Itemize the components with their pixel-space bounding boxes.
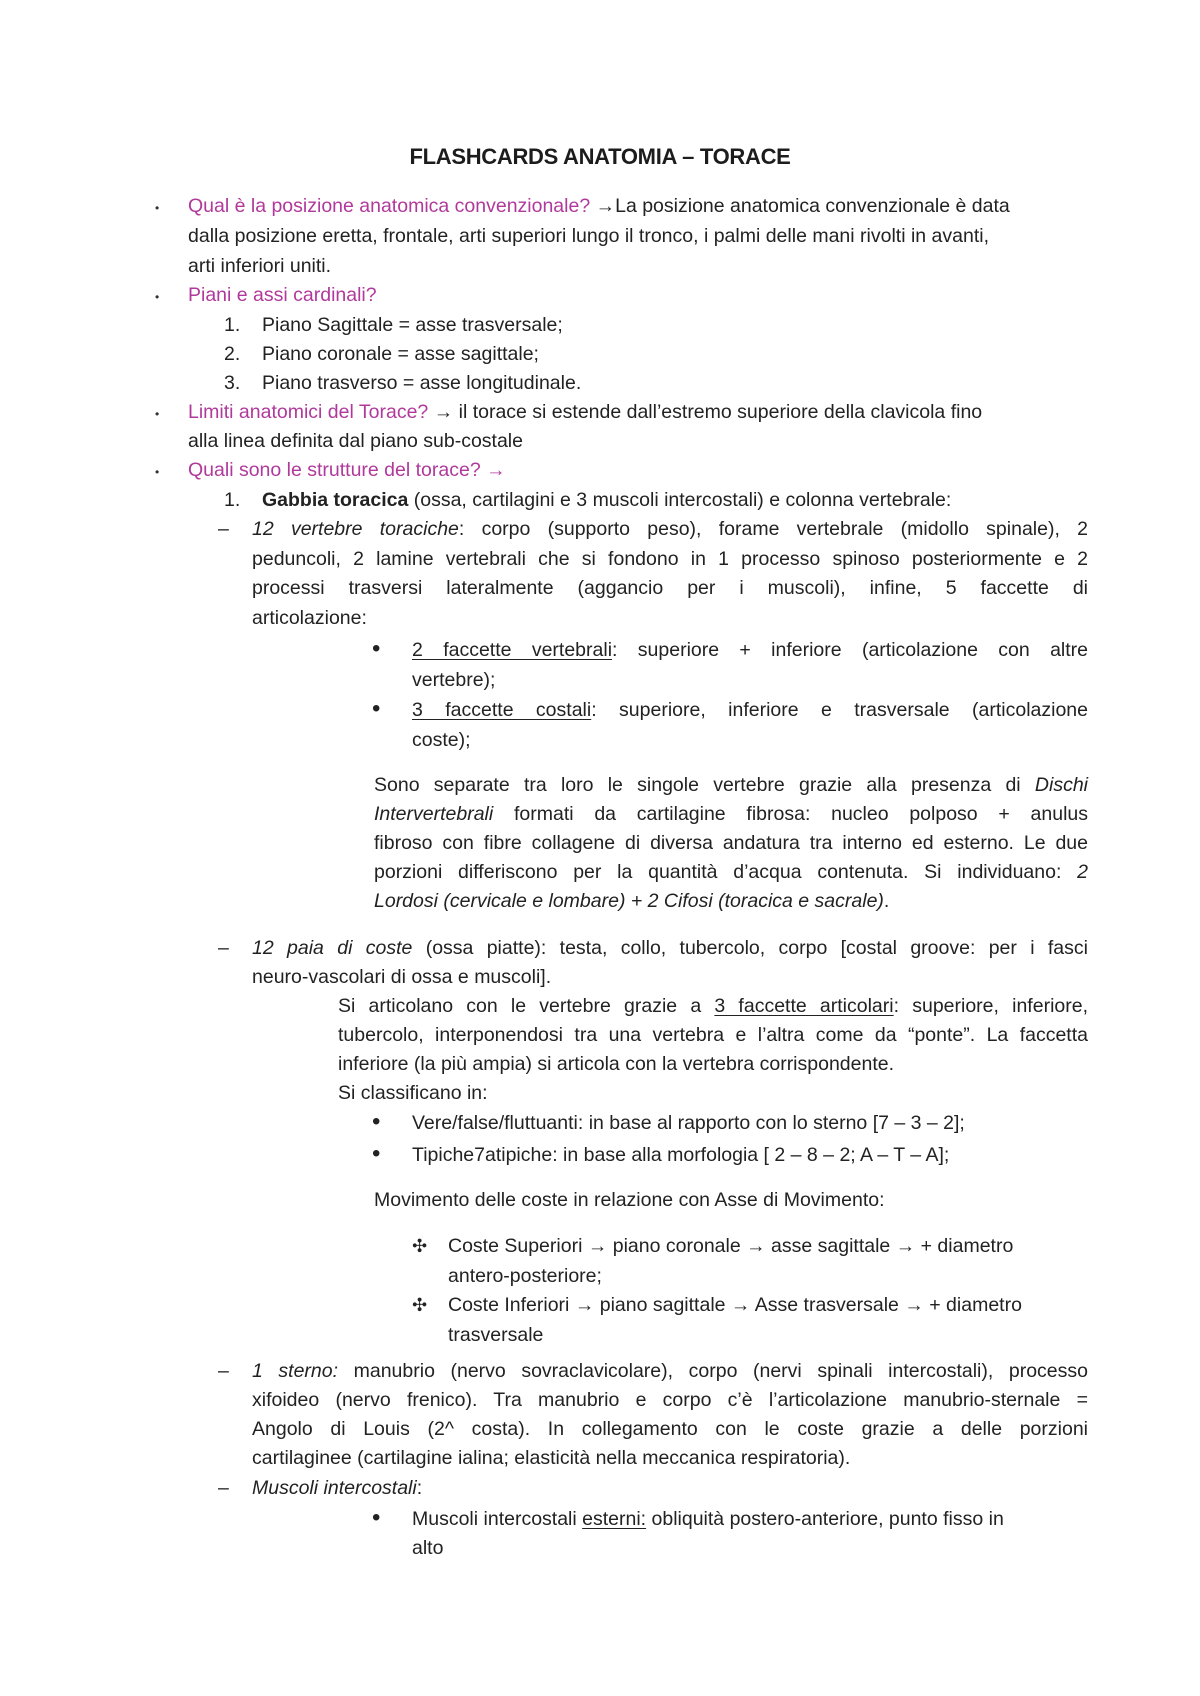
list-item: Piano trasverso = asse longitudinale.: [262, 372, 582, 394]
arrow-icon: →: [574, 1294, 595, 1316]
sterno-line-1: [252, 1359, 1088, 1383]
bullet-marker: •: [155, 290, 160, 304]
vertebre-label: 12 vertebre toraciche: [252, 518, 459, 540]
question-2: Piani e assi cardinali?: [188, 284, 377, 306]
gabbia-toracica-text: (ossa, cartilagini e 3 muscoli intercostali) e colonna vertebrale:: [408, 489, 952, 511]
dischi-line-2: [374, 802, 1088, 826]
list-number: 2.: [224, 343, 241, 365]
muscoli-esterni-line-2: alto: [412, 1537, 444, 1559]
bullet-marker: •: [372, 635, 381, 662]
arrow-icon: →: [433, 401, 454, 423]
vertebre-text: : corpo (supporto peso), forame vertebrale (midollo spinale), 2: [458, 518, 1089, 540]
question-3: Limiti anatomici del Torace?: [188, 401, 429, 423]
intervertebrali-label: Intervertebrali: [374, 803, 494, 825]
esterni-label: esterni:: [582, 1508, 647, 1530]
movimento-text: Coste Superiori: [448, 1235, 583, 1257]
coste-line-1: [252, 936, 1088, 960]
page-title: FLASHCARDS ANATOMIA – TORACE: [409, 144, 791, 169]
answer-1-line-3: arti inferiori uniti.: [188, 255, 332, 277]
curve-text: Lordosi (cervicale e lombare) + 2 Cifosi (toracica e sacrale): [374, 890, 884, 912]
movimento-text: Coste Inferiori: [448, 1294, 570, 1316]
movimento-text: piano sagittale: [599, 1294, 726, 1316]
dash-marker: –: [218, 518, 229, 540]
movimento-item-2: [448, 1293, 1088, 1317]
coste-artic-line-2: tubercolo, interponendosi tra una vertebra e l’altra come da “ponte”. La faccetta: [338, 1024, 1088, 1046]
dischi-text: formati da cartilagine fibrosa: nucleo polposo + anulus: [493, 803, 1088, 825]
question-1: Qual è la posizione anatomica convenzionale?: [188, 195, 591, 217]
sterno-line-4: cartilaginee (cartilagine ialina; elasticità nella meccanica respiratoria).: [252, 1447, 851, 1469]
diamond-bullet-icon: ✣: [412, 1295, 428, 1315]
faccette-vertebrali-label: 2 faccette vertebrali: [412, 639, 613, 661]
vertebre-line-4: articolazione:: [252, 607, 367, 629]
faccette-costali-line-1: [412, 698, 1088, 722]
dischi-label: Dischi: [1034, 774, 1088, 796]
bullet-marker: •: [372, 1140, 381, 1167]
coste-classify-title: Si classificano in:: [338, 1082, 488, 1104]
coste-artic-text: : superiore, inferiore,: [893, 995, 1089, 1017]
list-number: 3.: [224, 372, 241, 394]
arrow-icon: →: [486, 459, 506, 481]
movimento-item-1-line-2: antero-posteriore;: [448, 1265, 602, 1287]
faccette-costali-text: : superiore, inferiore e trasversale (articolazione: [591, 699, 1088, 721]
curve-count: 2: [1077, 861, 1088, 883]
bullet-marker: •: [155, 465, 160, 479]
coste-line-2: neuro-vascolari di ossa e muscoli].: [252, 966, 552, 988]
answer-1-line-2: dalla posizione eretta, frontale, arti superiori lungo il tronco, i palmi delle mani rivolti in avanti,: [188, 225, 989, 247]
sterno-line-2: xifoideo (nervo frenico). Tra manubrio e corpo c’è l’articolazione manubrio-sternale =: [252, 1389, 1088, 1411]
faccette-articolari-label: 3 faccette articolari: [714, 995, 894, 1017]
question-3-line-1: [188, 400, 982, 424]
movimento-text: + diametro: [920, 1235, 1014, 1257]
muscoli-line: [252, 1476, 422, 1500]
question-1-line-1: [188, 194, 1010, 218]
answer-1-line-1: La posizione anatomica convenzionale è data: [615, 195, 1010, 217]
faccette-costali-label: 3 faccette costali: [412, 699, 592, 721]
question-4: Quali sono le strutture del torace?: [188, 459, 481, 481]
dash-marker: –: [218, 937, 229, 959]
list-item: Piano coronale = asse sagittale;: [262, 343, 539, 365]
arrow-icon: →: [730, 1294, 751, 1316]
bullet-marker: •: [155, 407, 160, 421]
period: .: [883, 890, 890, 912]
dischi-line-5: [374, 889, 889, 913]
muscoli-esterni-line-1: [412, 1507, 1004, 1531]
question-4-line: [188, 458, 506, 482]
arrow-icon: →: [895, 1235, 916, 1257]
colon: :: [416, 1477, 423, 1499]
movimento-text: Asse trasversale: [754, 1294, 899, 1316]
list-item-gabbia: [262, 488, 951, 512]
bullet-marker: •: [372, 1108, 381, 1135]
coste-label: 12 paia di coste: [252, 937, 413, 959]
dash-marker: –: [218, 1477, 229, 1499]
dischi-text: Sono separate tra loro le singole vertebre grazie alla presenza di: [374, 774, 1035, 796]
dischi-text: porzioni differiscono per la quantità d’acqua contenuta. Si individuano:: [374, 861, 1078, 883]
sterno-line-3: Angolo di Louis (2^ costa). In collegamento con le coste grazie a delle porzioni: [252, 1418, 1088, 1440]
bullet-marker: •: [155, 201, 160, 215]
coste-artic-line-1: [338, 994, 1088, 1018]
dash-marker: –: [218, 1360, 229, 1382]
list-item: Piano Sagittale = asse trasversale;: [262, 314, 563, 336]
bullet-marker: •: [372, 695, 381, 722]
movimento-text: asse sagittale: [771, 1235, 891, 1257]
faccette-vertebrali-line-2: vertebre);: [412, 669, 496, 691]
vertebre-line-2: peduncoli, 2 lamine vertebrali che si fondono in 1 processo spinoso posteriormente e 2: [252, 548, 1088, 570]
dischi-line-4: [374, 860, 1088, 884]
faccette-vertebrali-line-1: [412, 638, 1088, 662]
classify-item: Tipiche7atipiche: in base alla morfologia [ 2 – 8 – 2; A – T – A];: [412, 1144, 950, 1166]
movimento-item-1: [448, 1234, 1088, 1258]
bullet-marker: •: [372, 1504, 381, 1531]
classify-item: Vere/false/fluttuanti: in base al rapporto con lo sterno [7 – 3 – 2];: [412, 1112, 965, 1134]
movimento-text: + diametro: [929, 1294, 1022, 1316]
movimento-item-2-line-2: trasversale: [448, 1324, 544, 1346]
vertebre-line-3: processi trasversi lateralmente (aggancio per i muscoli), infine, 5 faccette di: [252, 577, 1088, 599]
arrow-icon: →: [587, 1235, 608, 1257]
dischi-line-1: [374, 773, 1088, 797]
answer-3-line-1: il torace si estende dall’estremo superiore della clavicola fino: [458, 401, 983, 423]
sterno-label: 1 sterno:: [252, 1360, 339, 1382]
muscoli-text: obliquità postero-anteriore, punto fisso in: [646, 1508, 1004, 1530]
movimento-text: piano coronale: [612, 1235, 741, 1257]
coste-artic-line-3: inferiore (la più ampia) si articola con la vertebra corrispondente.: [338, 1053, 895, 1075]
coste-text: (ossa piatte): testa, collo, tubercolo, corpo [costal groove: per i fasci: [412, 937, 1088, 959]
faccette-vertebrali-text: : superiore + inferiore (articolazione con altre: [612, 639, 1088, 661]
dischi-line-3: fibroso con fibre collagene di diversa andatura tra interno ed esterno. Le due: [374, 832, 1088, 854]
list-number: 1.: [224, 314, 241, 336]
arrow-icon: →: [904, 1294, 924, 1316]
movimento-title: Movimento delle coste in relazione con Asse di Movimento:: [374, 1189, 885, 1211]
arrow-icon: →: [595, 195, 616, 217]
arrow-icon: →: [746, 1235, 766, 1257]
answer-3-line-2: alla linea definita dal piano sub-costale: [188, 430, 523, 452]
muscoli-text: Muscoli intercostali: [412, 1508, 583, 1530]
coste-artic-text: Si articolano con le vertebre grazie a: [338, 995, 715, 1017]
vertebre-line-1: [252, 517, 1088, 541]
gabbia-toracica-label: Gabbia toracica: [262, 489, 409, 511]
faccette-costali-line-2: coste);: [412, 729, 471, 751]
diamond-bullet-icon: ✣: [412, 1236, 428, 1256]
muscoli-label: Muscoli intercostali: [252, 1477, 417, 1499]
list-number: 1.: [224, 489, 241, 511]
sterno-text: manubrio (nervo sovraclavicolare), corpo (nervi spinali intercostali), processo: [338, 1360, 1088, 1382]
